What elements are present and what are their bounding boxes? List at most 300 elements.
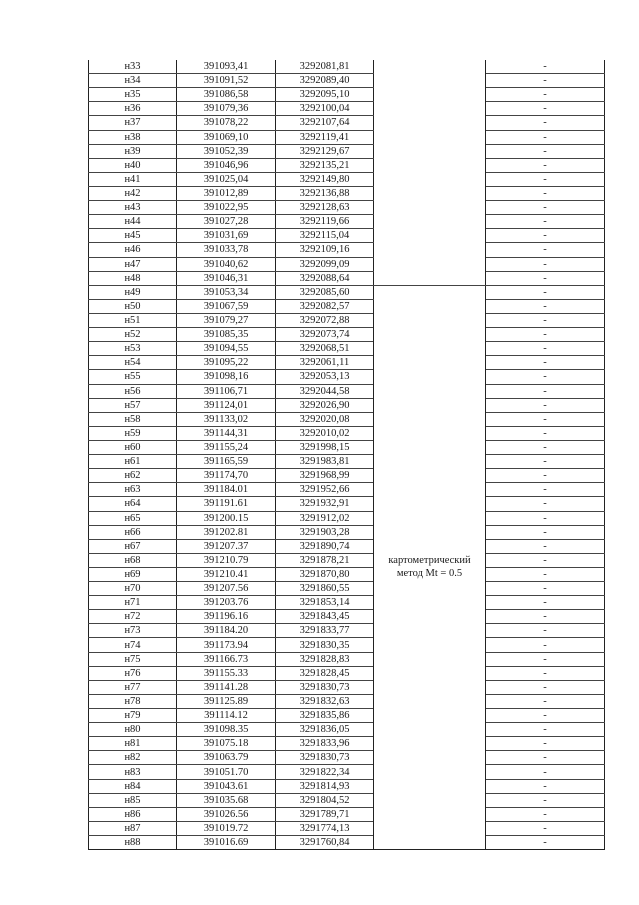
- table-row: [89, 116, 605, 130]
- y-coordinate-cell: 3292089,40: [276, 74, 374, 88]
- x-coordinate-cell: 391191.61: [177, 497, 276, 511]
- point-id-cell: н69: [89, 567, 177, 581]
- x-coordinate-cell: 391106,71: [177, 384, 276, 398]
- dash-cell: -: [486, 384, 605, 398]
- table-row: [89, 158, 605, 172]
- table-row: [89, 313, 605, 327]
- x-coordinate-cell: 391184.01: [177, 483, 276, 497]
- table-row: [89, 356, 605, 370]
- y-coordinate-cell: 3291835,86: [276, 709, 374, 723]
- table-row: [89, 836, 605, 850]
- dash-cell: -: [486, 243, 605, 257]
- point-id-cell: н33: [89, 60, 177, 74]
- dash-cell: -: [486, 201, 605, 215]
- y-coordinate-cell: 3292119,41: [276, 130, 374, 144]
- table-row: [89, 483, 605, 497]
- y-coordinate-cell: 3291932,91: [276, 497, 374, 511]
- method-cell-empty: [374, 172, 486, 186]
- point-id-cell: н68: [89, 553, 177, 567]
- table-row: [89, 807, 605, 821]
- dash-cell: -: [486, 271, 605, 285]
- dash-cell: -: [486, 116, 605, 130]
- point-id-cell: н75: [89, 652, 177, 666]
- coordinates-table: [88, 60, 605, 850]
- point-id-cell: н48: [89, 271, 177, 285]
- x-coordinate-cell: 391098.35: [177, 723, 276, 737]
- y-coordinate-cell: 3291832,63: [276, 694, 374, 708]
- x-coordinate-cell: 391016.69: [177, 836, 276, 850]
- table-row: [89, 299, 605, 313]
- method-cell-empty: [374, 144, 486, 158]
- table-row: [89, 201, 605, 215]
- point-id-cell: н50: [89, 299, 177, 313]
- dash-cell: -: [486, 144, 605, 158]
- point-id-cell: н42: [89, 186, 177, 200]
- y-coordinate-cell: 3292082,57: [276, 299, 374, 313]
- table-row: [89, 186, 605, 200]
- point-id-cell: н35: [89, 88, 177, 102]
- dash-cell: -: [486, 779, 605, 793]
- dash-cell: -: [486, 610, 605, 624]
- table-row: [89, 751, 605, 765]
- dash-cell: -: [486, 525, 605, 539]
- table-row: [89, 455, 605, 469]
- y-coordinate-cell: 3291830,35: [276, 638, 374, 652]
- y-coordinate-cell: 3291853,14: [276, 596, 374, 610]
- x-coordinate-cell: 391173.94: [177, 638, 276, 652]
- y-coordinate-cell: 3291804,52: [276, 793, 374, 807]
- point-id-cell: н43: [89, 201, 177, 215]
- dash-cell: -: [486, 313, 605, 327]
- y-coordinate-cell: 3291998,15: [276, 440, 374, 454]
- table-row: [89, 723, 605, 737]
- table-row: [89, 497, 605, 511]
- x-coordinate-cell: 391207.56: [177, 582, 276, 596]
- x-coordinate-cell: 391075.18: [177, 737, 276, 751]
- dash-cell: -: [486, 553, 605, 567]
- y-coordinate-cell: 3291774,13: [276, 821, 374, 835]
- table-row: [89, 370, 605, 384]
- y-coordinate-cell: 3291828,45: [276, 666, 374, 680]
- point-id-cell: н81: [89, 737, 177, 751]
- x-coordinate-cell: 391067,59: [177, 299, 276, 313]
- dash-cell: -: [486, 539, 605, 553]
- dash-cell: -: [486, 328, 605, 342]
- x-coordinate-cell: 391098,16: [177, 370, 276, 384]
- dash-cell: -: [486, 567, 605, 581]
- x-coordinate-cell: 391165,59: [177, 455, 276, 469]
- point-id-cell: н64: [89, 497, 177, 511]
- method-cell-empty: [374, 74, 486, 88]
- x-coordinate-cell: 391155,24: [177, 440, 276, 454]
- y-coordinate-cell: 3291833,77: [276, 624, 374, 638]
- point-id-cell: н80: [89, 723, 177, 737]
- point-id-cell: н66: [89, 525, 177, 539]
- dash-cell: -: [486, 737, 605, 751]
- x-coordinate-cell: 391124,01: [177, 398, 276, 412]
- table-row: [89, 511, 605, 525]
- method-name: картометрический: [388, 555, 471, 567]
- y-coordinate-cell: 3292107,64: [276, 116, 374, 130]
- y-coordinate-cell: 3291903,28: [276, 525, 374, 539]
- table-row: [89, 652, 605, 666]
- x-coordinate-cell: 391033,78: [177, 243, 276, 257]
- x-coordinate-cell: 391210.79: [177, 553, 276, 567]
- x-coordinate-cell: 391040,62: [177, 257, 276, 271]
- y-coordinate-cell: 3292020,08: [276, 412, 374, 426]
- y-coordinate-cell: 3292044,58: [276, 384, 374, 398]
- x-coordinate-cell: 391094,55: [177, 342, 276, 356]
- y-coordinate-cell: 3291760,84: [276, 836, 374, 850]
- table-row: [89, 582, 605, 596]
- dash-cell: -: [486, 765, 605, 779]
- point-id-cell: н88: [89, 836, 177, 850]
- point-id-cell: н72: [89, 610, 177, 624]
- x-coordinate-cell: 391196.16: [177, 610, 276, 624]
- point-id-cell: н37: [89, 116, 177, 130]
- dash-cell: -: [486, 694, 605, 708]
- dash-cell: -: [486, 412, 605, 426]
- dash-cell: -: [486, 821, 605, 835]
- point-id-cell: н58: [89, 412, 177, 426]
- y-coordinate-cell: 3291860,55: [276, 582, 374, 596]
- table-row: [89, 525, 605, 539]
- x-coordinate-cell: 391091,52: [177, 74, 276, 88]
- dash-cell: -: [486, 793, 605, 807]
- dash-cell: -: [486, 483, 605, 497]
- point-id-cell: н71: [89, 596, 177, 610]
- dash-cell: -: [486, 723, 605, 737]
- x-coordinate-cell: 391085,35: [177, 328, 276, 342]
- x-coordinate-cell: 391184.20: [177, 624, 276, 638]
- dash-cell: -: [486, 469, 605, 483]
- x-coordinate-cell: 391046,96: [177, 158, 276, 172]
- x-coordinate-cell: 391079,36: [177, 102, 276, 116]
- dash-cell: -: [486, 60, 605, 74]
- point-id-cell: н65: [89, 511, 177, 525]
- method-cell-empty: [374, 215, 486, 229]
- dash-cell: -: [486, 680, 605, 694]
- dash-cell: -: [486, 836, 605, 850]
- dash-cell: -: [486, 370, 605, 384]
- point-id-cell: н45: [89, 229, 177, 243]
- table-row: [89, 737, 605, 751]
- dash-cell: -: [486, 511, 605, 525]
- y-coordinate-cell: 3292053,13: [276, 370, 374, 384]
- y-coordinate-cell: 3291912,02: [276, 511, 374, 525]
- table-row: [89, 60, 605, 74]
- y-coordinate-cell: 3291789,71: [276, 807, 374, 821]
- point-id-cell: н59: [89, 426, 177, 440]
- point-id-cell: н73: [89, 624, 177, 638]
- table-row: [89, 779, 605, 793]
- x-coordinate-cell: 391025,04: [177, 172, 276, 186]
- table-row: [89, 342, 605, 356]
- table-row: [89, 793, 605, 807]
- table-row: [89, 271, 605, 285]
- x-coordinate-cell: 391069,10: [177, 130, 276, 144]
- point-id-cell: н47: [89, 257, 177, 271]
- point-id-cell: н63: [89, 483, 177, 497]
- point-id-cell: н53: [89, 342, 177, 356]
- table-row: [89, 144, 605, 158]
- dash-cell: -: [486, 440, 605, 454]
- dash-cell: -: [486, 426, 605, 440]
- point-id-cell: н82: [89, 751, 177, 765]
- method-cell-empty: [374, 186, 486, 200]
- point-id-cell: н67: [89, 539, 177, 553]
- method-accuracy: метод Mt = 0.5: [396, 568, 463, 580]
- table-row: [89, 596, 605, 610]
- dash-cell: -: [486, 186, 605, 200]
- point-id-cell: н56: [89, 384, 177, 398]
- table-row: [89, 328, 605, 342]
- dash-cell: -: [486, 158, 605, 172]
- dash-cell: -: [486, 88, 605, 102]
- dash-cell: -: [486, 751, 605, 765]
- point-id-cell: н87: [89, 821, 177, 835]
- dash-cell: -: [486, 497, 605, 511]
- y-coordinate-cell: 3291814,93: [276, 779, 374, 793]
- x-coordinate-cell: 391133,02: [177, 412, 276, 426]
- y-coordinate-cell: 3292095,10: [276, 88, 374, 102]
- x-coordinate-cell: 391022,95: [177, 201, 276, 215]
- x-coordinate-cell: 391019.72: [177, 821, 276, 835]
- method-cell-empty: [374, 158, 486, 172]
- point-id-cell: н85: [89, 793, 177, 807]
- dash-cell: -: [486, 74, 605, 88]
- table-row: [89, 821, 605, 835]
- point-id-cell: н74: [89, 638, 177, 652]
- y-coordinate-cell: 3291822,34: [276, 765, 374, 779]
- point-id-cell: н76: [89, 666, 177, 680]
- y-coordinate-cell: 3291828,83: [276, 652, 374, 666]
- x-coordinate-cell: 391166.73: [177, 652, 276, 666]
- table-row: [89, 384, 605, 398]
- point-id-cell: н77: [89, 680, 177, 694]
- method-cell: [374, 285, 486, 849]
- table-row: [89, 398, 605, 412]
- table-row: [89, 74, 605, 88]
- method-cell-empty: [374, 271, 486, 285]
- dash-cell: -: [486, 102, 605, 116]
- x-coordinate-cell: 391063.79: [177, 751, 276, 765]
- point-id-cell: н40: [89, 158, 177, 172]
- dash-cell: -: [486, 709, 605, 723]
- dash-cell: -: [486, 257, 605, 271]
- table-row: [89, 765, 605, 779]
- y-coordinate-cell: 3291830,73: [276, 680, 374, 694]
- method-cell-empty: [374, 201, 486, 215]
- y-coordinate-cell: 3292099,09: [276, 257, 374, 271]
- dash-cell: -: [486, 172, 605, 186]
- point-id-cell: н46: [89, 243, 177, 257]
- table-row: [89, 666, 605, 680]
- x-coordinate-cell: 391012,89: [177, 186, 276, 200]
- y-coordinate-cell: 3291878,21: [276, 553, 374, 567]
- y-coordinate-cell: 3291983,81: [276, 455, 374, 469]
- dash-cell: -: [486, 299, 605, 313]
- x-coordinate-cell: 391093,41: [177, 60, 276, 74]
- y-coordinate-cell: 3291870,80: [276, 567, 374, 581]
- y-coordinate-cell: 3291843,45: [276, 610, 374, 624]
- dash-cell: -: [486, 342, 605, 356]
- x-coordinate-cell: 391053,34: [177, 285, 276, 299]
- x-coordinate-cell: 391144,31: [177, 426, 276, 440]
- x-coordinate-cell: 391046,31: [177, 271, 276, 285]
- point-id-cell: н62: [89, 469, 177, 483]
- x-coordinate-cell: 391027,28: [177, 215, 276, 229]
- x-coordinate-cell: 391051.70: [177, 765, 276, 779]
- table-row: [89, 243, 605, 257]
- table-row: [89, 638, 605, 652]
- y-coordinate-cell: 3292136,88: [276, 186, 374, 200]
- dash-cell: -: [486, 666, 605, 680]
- point-id-cell: н41: [89, 172, 177, 186]
- y-coordinate-cell: 3291890,74: [276, 539, 374, 553]
- y-coordinate-cell: 3292072,88: [276, 313, 374, 327]
- y-coordinate-cell: 3292129,67: [276, 144, 374, 158]
- table-row: [89, 469, 605, 483]
- point-id-cell: н79: [89, 709, 177, 723]
- x-coordinate-cell: 391031,69: [177, 229, 276, 243]
- point-id-cell: н78: [89, 694, 177, 708]
- dash-cell: -: [486, 215, 605, 229]
- table-row: [89, 440, 605, 454]
- table-row: [89, 102, 605, 116]
- x-coordinate-cell: 391155.33: [177, 666, 276, 680]
- x-coordinate-cell: 391052,39: [177, 144, 276, 158]
- table-row: [89, 694, 605, 708]
- point-id-cell: н51: [89, 313, 177, 327]
- method-cell-empty: [374, 88, 486, 102]
- point-id-cell: н38: [89, 130, 177, 144]
- y-coordinate-cell: 3292135,21: [276, 158, 374, 172]
- dash-cell: -: [486, 624, 605, 638]
- y-coordinate-cell: 3292026,90: [276, 398, 374, 412]
- table-row: [89, 229, 605, 243]
- dash-cell: -: [486, 285, 605, 299]
- y-coordinate-cell: 3292115,04: [276, 229, 374, 243]
- point-id-cell: н61: [89, 455, 177, 469]
- method-cell-empty: [374, 257, 486, 271]
- point-id-cell: н54: [89, 356, 177, 370]
- y-coordinate-cell: 3292085,60: [276, 285, 374, 299]
- x-coordinate-cell: 391141.28: [177, 680, 276, 694]
- dash-cell: -: [486, 356, 605, 370]
- point-id-cell: н55: [89, 370, 177, 384]
- table-row: [89, 172, 605, 186]
- x-coordinate-cell: 391202.81: [177, 525, 276, 539]
- point-id-cell: н44: [89, 215, 177, 229]
- point-id-cell: н52: [89, 328, 177, 342]
- table-row: [89, 88, 605, 102]
- point-id-cell: н83: [89, 765, 177, 779]
- x-coordinate-cell: 391086,58: [177, 88, 276, 102]
- y-coordinate-cell: 3292081,81: [276, 60, 374, 74]
- dash-cell: -: [486, 398, 605, 412]
- table-row: [89, 624, 605, 638]
- table-row: [89, 257, 605, 271]
- table-row: [89, 567, 605, 581]
- x-coordinate-cell: 391078,22: [177, 116, 276, 130]
- x-coordinate-cell: 391114.12: [177, 709, 276, 723]
- method-cell-empty: [374, 102, 486, 116]
- method-cell-empty: [374, 116, 486, 130]
- table-row: [89, 610, 605, 624]
- y-coordinate-cell: 3292010,02: [276, 426, 374, 440]
- table-row: [89, 426, 605, 440]
- point-id-cell: н49: [89, 285, 177, 299]
- dash-cell: -: [486, 652, 605, 666]
- x-coordinate-cell: 391043.61: [177, 779, 276, 793]
- y-coordinate-cell: 3292109,16: [276, 243, 374, 257]
- dash-cell: -: [486, 229, 605, 243]
- y-coordinate-cell: 3292149,80: [276, 172, 374, 186]
- y-coordinate-cell: 3292068,51: [276, 342, 374, 356]
- y-coordinate-cell: 3291836,05: [276, 723, 374, 737]
- y-coordinate-cell: 3291952,66: [276, 483, 374, 497]
- point-id-cell: н34: [89, 74, 177, 88]
- y-coordinate-cell: 3292128,63: [276, 201, 374, 215]
- x-coordinate-cell: 391095,22: [177, 356, 276, 370]
- point-id-cell: н57: [89, 398, 177, 412]
- point-id-cell: н84: [89, 779, 177, 793]
- x-coordinate-cell: 391210.41: [177, 567, 276, 581]
- coordinates-table-body: [89, 60, 605, 850]
- y-coordinate-cell: 3291830,73: [276, 751, 374, 765]
- dash-cell: -: [486, 638, 605, 652]
- x-coordinate-cell: 391125.89: [177, 694, 276, 708]
- x-coordinate-cell: 391207.37: [177, 539, 276, 553]
- table-row: [89, 215, 605, 229]
- table-row: [89, 130, 605, 144]
- method-cell-empty: [374, 130, 486, 144]
- dash-cell: -: [486, 130, 605, 144]
- y-coordinate-cell: 3292061,11: [276, 356, 374, 370]
- point-id-cell: н70: [89, 582, 177, 596]
- table-row: [89, 285, 605, 299]
- point-id-cell: н39: [89, 144, 177, 158]
- table-row: [89, 539, 605, 553]
- y-coordinate-cell: 3292119,66: [276, 215, 374, 229]
- x-coordinate-cell: 391203.76: [177, 596, 276, 610]
- point-id-cell: н60: [89, 440, 177, 454]
- x-coordinate-cell: 391026.56: [177, 807, 276, 821]
- y-coordinate-cell: 3292088,64: [276, 271, 374, 285]
- table-row: [89, 680, 605, 694]
- x-coordinate-cell: 391200.15: [177, 511, 276, 525]
- point-id-cell: н36: [89, 102, 177, 116]
- dash-cell: -: [486, 455, 605, 469]
- y-coordinate-cell: 3292073,74: [276, 328, 374, 342]
- dash-cell: -: [486, 807, 605, 821]
- x-coordinate-cell: 391174,70: [177, 469, 276, 483]
- dash-cell: -: [486, 596, 605, 610]
- x-coordinate-cell: 391079,27: [177, 313, 276, 327]
- point-id-cell: н86: [89, 807, 177, 821]
- method-cell-empty: [374, 60, 486, 74]
- y-coordinate-cell: 3291968,99: [276, 469, 374, 483]
- table-row: [89, 553, 605, 567]
- y-coordinate-cell: 3291833,96: [276, 737, 374, 751]
- y-coordinate-cell: 3292100,04: [276, 102, 374, 116]
- dash-cell: -: [486, 582, 605, 596]
- table-row: [89, 709, 605, 723]
- method-cell-empty: [374, 243, 486, 257]
- method-cell-empty: [374, 229, 486, 243]
- table-row: [89, 412, 605, 426]
